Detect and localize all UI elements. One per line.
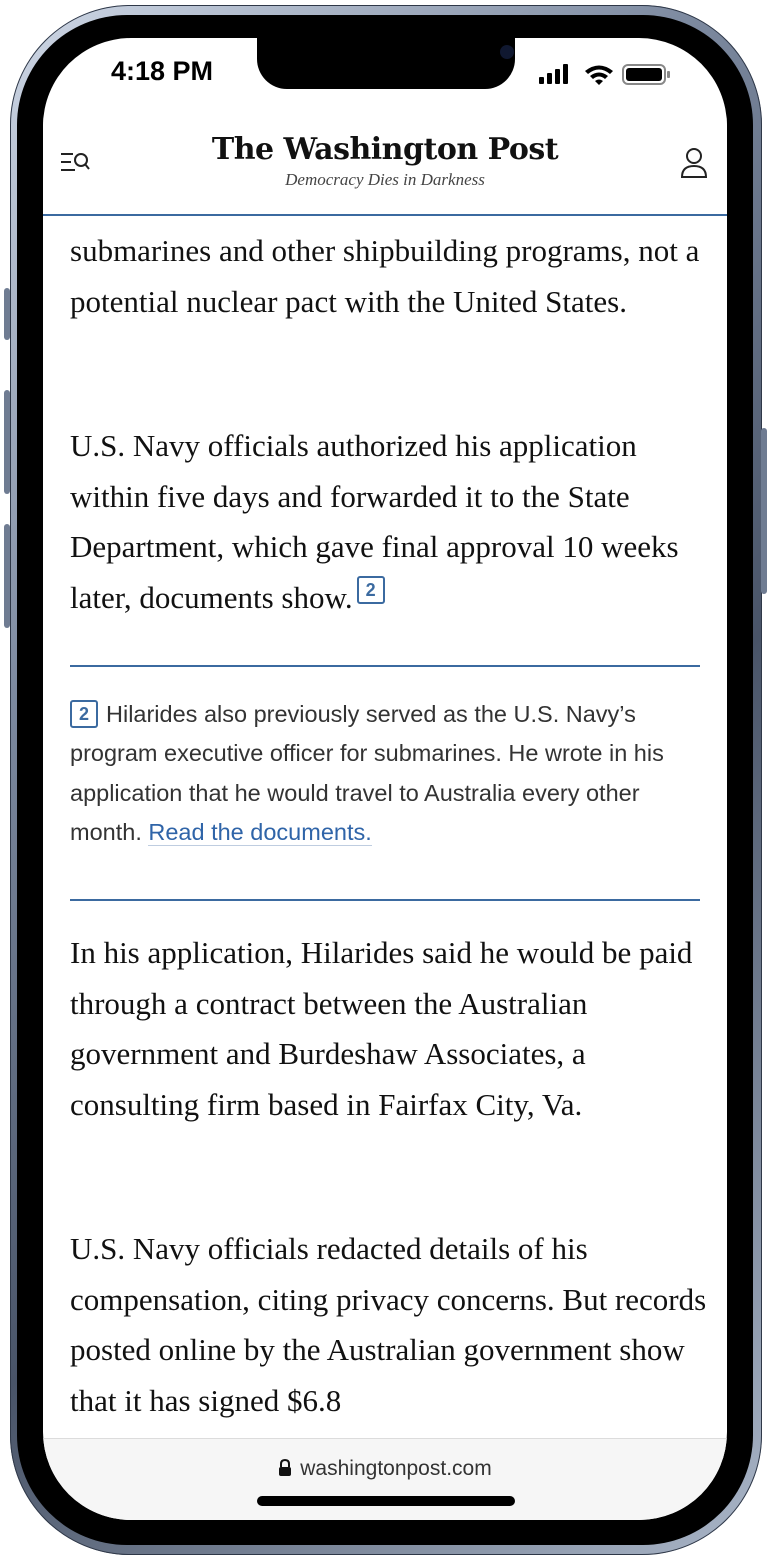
masthead-tagline: Democracy Dies in Darkness	[285, 170, 485, 189]
article-paragraph: submarines and other shipbuilding programs, not a potential nuclear pact with the United States.	[70, 233, 700, 319]
footnote-ref-badge[interactable]: 2	[357, 576, 385, 604]
url-domain: washingtonpost.com	[300, 1457, 492, 1480]
article-paragraph-text: U.S. Navy officials authorized his application within five days and forwarded it to the State Department, which gave final approval 10 weeks later, documents show.	[70, 428, 679, 615]
account-icon	[679, 146, 709, 180]
wifi-icon	[585, 66, 613, 86]
notch	[257, 38, 515, 89]
article-paragraph: In his application, Hilarides said he would be paid through a contract between the Australian government and Burdeshaw Associates, a consulting firm based in Fairfax City, Va.	[70, 935, 693, 1122]
camera-icon	[500, 45, 514, 59]
signal-wifi-battery-icons	[539, 62, 679, 86]
silent-switch	[4, 288, 10, 340]
masthead[interactable]	[43, 132, 727, 190]
battery-icon	[623, 65, 670, 84]
account-button[interactable]	[679, 146, 709, 180]
volume-up-button	[4, 390, 10, 494]
article-paragraph	[70, 421, 710, 623]
site-header	[43, 118, 727, 216]
url-display[interactable]	[43, 1457, 727, 1481]
read-documents-link[interactable]: Read the documents.	[148, 819, 372, 846]
home-indicator[interactable]	[257, 1496, 515, 1506]
article-paragraph: U.S. Navy officials redacted details of his compensation, citing privacy concerns. But records posted online by the Australian government show that it has signed $6.8	[70, 1231, 707, 1418]
footnote-badge: 2	[70, 700, 98, 728]
masthead-title[interactable]: The Washington Post	[211, 132, 559, 167]
footnote-body: Hilarides also previously served as the U.S. Navy’s program executive officer for submarines. He wrote in his application that he would travel to Australia every other month.	[70, 701, 664, 846]
cellular-signal-icon	[539, 64, 568, 84]
status-time: 4:18 PM	[111, 56, 214, 86]
lock-icon	[278, 1459, 292, 1477]
footnote-box	[70, 665, 700, 901]
footnote-text	[70, 695, 702, 853]
screen	[43, 38, 727, 1520]
url-bar[interactable]	[43, 1438, 727, 1520]
volume-down-button	[4, 524, 10, 628]
power-button	[761, 428, 767, 594]
status-icons	[539, 62, 679, 86]
status-bar	[43, 38, 727, 118]
